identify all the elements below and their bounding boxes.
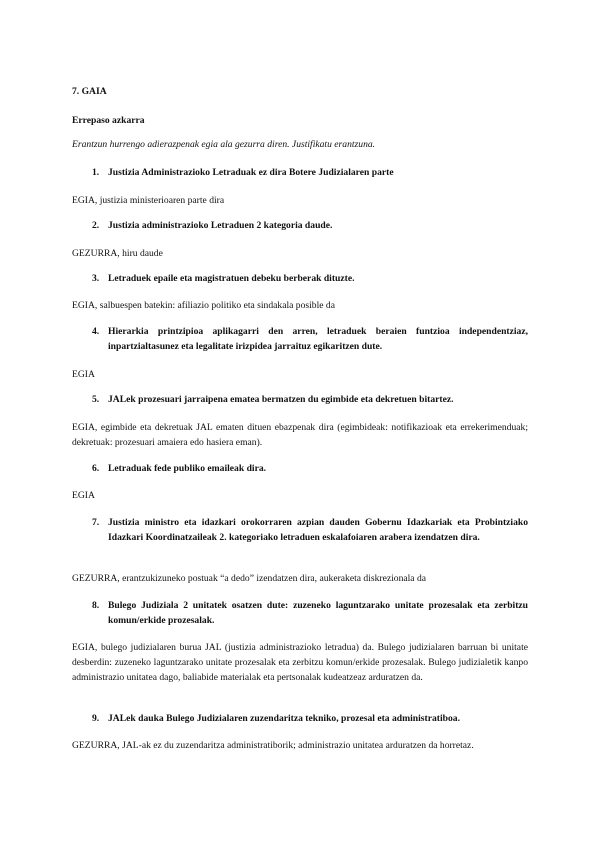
question-number: 5. <box>92 394 100 405</box>
answer-1: EGIA, justizia ministerioaren parte dira <box>72 195 225 206</box>
question-3 <box>92 271 528 286</box>
question-6 <box>92 461 528 476</box>
question-number: 1. <box>92 167 100 178</box>
answer-6: EGIA <box>72 490 95 501</box>
question-7 <box>92 515 528 545</box>
question-1 <box>92 165 528 180</box>
question-number: 7. <box>92 517 100 528</box>
question-text: Bulego Judiziala 2 unitatek osatzen dute: zuzeneko laguntzarako unitate prozesalak eta zerbitzu komun/erkide prozesalak. <box>108 600 528 626</box>
answer-3: EGIA, salbuespen batekin: afiliazio politiko eta sindakala posible da <box>72 300 335 311</box>
instruction-text: Erantzun hurrengo adierazpenak egia ala gezurra diren. Justifikatu erantzuna. <box>72 139 376 150</box>
question-9 <box>92 711 528 726</box>
question-text: Letraduek epaile eta magistratuen debeku berberak dituzte. <box>108 273 355 284</box>
question-number: 8. <box>92 600 100 611</box>
answer-5: EGIA, egimbide eta dekretuak JAL ematen dituen ebazpenak dira (egimbideak: notifikazioak eta errekerimenduak; dekretuak: prozesuari amaiera edo hasiera eman). <box>72 422 528 448</box>
answer-8: EGIA, bulego judizialaren burua JAL (justizia administrazioko letradua) da. Bulego judizialaren barruan bi unitate desberdin: zuzeneko laguntzarako unitate prozesalak eta zerbitzu komun/erkide prozesalak. Bulego judizialetik kanpo administrazio unitatea dago, baliabide materialak eta pertsonalak kudeatzeaz arduratzen da. <box>72 642 528 683</box>
question-text: Justizia ministro eta idazkari orokorraren azpian dauden Gobernu Idazkariak eta Probintziako Idazkari Koordinatzaileak 2. kategoriako letraduen eskalafoiaren arabera izendatzen dira. <box>108 517 528 543</box>
answer-7: GEZURRA, erantzukizuneko postuak “a dedo” izendatzen dira, aukeraketa diskrezionala da <box>72 573 427 584</box>
chapter-heading: 7. GAIA <box>72 86 107 97</box>
question-text: Justizia Administrazioko Letraduak ez dira Botere Judizialaren parte <box>108 167 394 178</box>
question-text: Justizia administrazioko Letraduen 2 kategoria daude. <box>108 220 333 231</box>
question-4 <box>92 324 528 354</box>
section-subheading: Errepaso azkarra <box>72 115 145 126</box>
question-text: JALek dauka Bulego Judizialaren zuzendaritza tekniko, prozesal eta administratiboa. <box>108 713 460 724</box>
question-text: JALek prozesuari jarraipena ematea bermatzen du egimbide eta dekretuen bitartez. <box>108 394 454 405</box>
question-text: Letraduak fede publiko emaileak dira. <box>108 463 267 474</box>
question-text: Hierarkia printzipioa aplikagarri den arren, letraduek beraien funtzioa independentziaz, inpartzialtasunez eta legalitate irizpidea jarraituz egikaritzen dute. <box>108 326 528 352</box>
question-number: 2. <box>92 220 100 231</box>
question-number: 3. <box>92 273 100 284</box>
question-number: 6. <box>92 463 100 474</box>
question-8 <box>92 598 528 628</box>
question-number: 4. <box>92 326 100 337</box>
answer-4: EGIA <box>72 369 95 380</box>
answer-2: GEZURRA, hiru daude <box>72 248 163 259</box>
question-5 <box>92 392 528 407</box>
answer-9: GEZURRA, JAL-ak ez du zuzendaritza administratiborik; administrazio unitatea arduratzen da horretaz. <box>72 740 474 751</box>
question-2 <box>92 218 528 233</box>
question-number: 9. <box>92 713 100 724</box>
